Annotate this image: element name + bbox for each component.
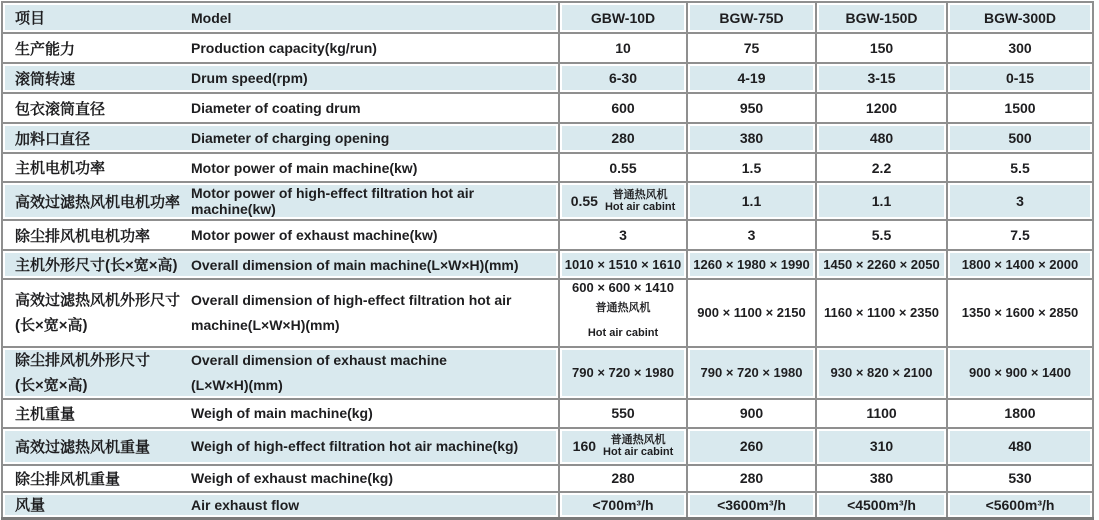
value-main: 160: [572, 438, 597, 455]
value-cell: 6-30: [559, 63, 687, 93]
value-cell-with-note: [559, 279, 687, 347]
value-cell: 1010 × 1510 × 1610: [559, 250, 687, 279]
row-label-zh: 包衣滚筒直径: [15, 100, 106, 118]
value-cell: 280: [559, 123, 687, 153]
value-cell: 790 × 720 × 1980: [559, 347, 687, 399]
row-label-cell: [2, 492, 559, 519]
value-cell: 0-15: [947, 63, 1093, 93]
row-label-en-line2: machine(L×W×H)(mm): [191, 316, 340, 333]
table-row: [2, 428, 1093, 465]
value-cell: 1500: [947, 93, 1093, 123]
value-cell: 10: [559, 33, 687, 63]
row-label-cell: [2, 220, 559, 250]
value-note: [605, 189, 675, 214]
value-cell-with-note: [559, 182, 687, 220]
column-header-model-4: BGW-300D: [947, 2, 1093, 33]
row-label-zh: 主机外形尺寸(长×宽×高): [15, 257, 178, 274]
table-row: [2, 93, 1093, 123]
table-row: [2, 399, 1093, 428]
header-label-en: Model: [191, 9, 232, 26]
row-label-en: Weigh of exhaust machine(kg): [191, 470, 393, 487]
value-cell: 380: [816, 465, 947, 492]
row-label-zh-line1: 除尘排风机外形尺寸: [15, 351, 151, 369]
row-label-en: [191, 348, 447, 398]
value-cell: 3: [559, 220, 687, 250]
column-header-model-3: BGW-150D: [816, 2, 947, 33]
row-label-zh: 主机电机功率: [15, 160, 106, 177]
row-label-zh-line2: (长×宽×高): [15, 376, 88, 394]
table-row: [2, 153, 1093, 182]
value-cell: 900 × 900 × 1400: [947, 347, 1093, 399]
value-cell: 2.2: [816, 153, 947, 182]
column-header-model-2: BGW-75D: [687, 2, 816, 33]
value-cell: 5.5: [947, 153, 1093, 182]
value-cell: 900 × 1100 × 2150: [687, 279, 816, 347]
row-label-cell: [2, 182, 559, 220]
row-label-cell: [2, 153, 559, 182]
row-label-en-line2: (L×W×H)(mm): [191, 376, 283, 393]
row-label-cell: [2, 63, 559, 93]
value-cell: 550: [559, 399, 687, 428]
table-row: [2, 465, 1093, 492]
value-cell: 930 × 820 × 2100: [816, 347, 947, 399]
value-cell: 4-19: [687, 63, 816, 93]
row-label-cell: [2, 399, 559, 428]
value-cell: 1200: [816, 93, 947, 123]
row-label-cell: [2, 93, 559, 123]
value-cell: 790 × 720 × 1980: [687, 347, 816, 399]
row-label-en: Drum speed(rpm): [191, 70, 308, 86]
spec-table: [1, 1, 1094, 520]
row-label-zh: 滚筒转速: [15, 70, 76, 88]
row-label-en-line1: Overall dimension of exhaust machine: [191, 351, 447, 368]
value-note-zh: 普通热风机: [612, 188, 668, 201]
value-note-en: Hot air cabint: [603, 446, 674, 459]
row-label-cell: [2, 347, 559, 399]
table-row: [2, 182, 1093, 220]
value-cell: 530: [947, 465, 1093, 492]
table-row: [2, 63, 1093, 93]
row-label-en-line1: Overall dimension of high-effect filtration hot air: [191, 291, 512, 308]
value-cell: <5600m³/h: [947, 492, 1093, 519]
row-label-en: Production capacity(kg/run): [191, 40, 377, 56]
row-label-en: Motor power of exhaust machine(kw): [191, 227, 438, 243]
value-cell: 300: [947, 33, 1093, 63]
row-label-cell: [2, 250, 559, 279]
value-main: 0.55: [570, 193, 598, 209]
value-note-en: Hot air cabint: [604, 201, 676, 213]
value-note: [603, 434, 673, 459]
row-label-cell: [2, 428, 559, 465]
value-cell: 1350 × 1600 × 2850: [947, 279, 1093, 347]
value-note-zh: 普通热风机: [595, 301, 651, 314]
table-row: [2, 123, 1093, 153]
value-cell: 260: [687, 428, 816, 465]
value-cell: 1.5: [687, 153, 816, 182]
value-cell: 5.5: [816, 220, 947, 250]
value-cell: 600: [559, 93, 687, 123]
row-label-zh: 除尘排风机重量: [15, 470, 121, 488]
row-label-en: Weigh of main machine(kg): [191, 405, 373, 422]
row-label-en: Motor power of main machine(kw): [191, 159, 418, 176]
row-label-en: Diameter of coating drum: [191, 100, 361, 116]
table-row: [2, 33, 1093, 63]
row-label-en: [191, 288, 511, 338]
column-header-model-1: GBW-10D: [559, 2, 687, 33]
value-cell: 900: [687, 399, 816, 428]
value-cell: 480: [816, 123, 947, 153]
row-label-cell: [2, 123, 559, 153]
row-label-zh: 生产能力: [15, 40, 76, 58]
row-label-en: Overall dimension of main machine(L×W×H)(mm): [191, 256, 519, 273]
value-cell: 950: [687, 93, 816, 123]
row-label-en: Air exhaust flow: [191, 496, 300, 513]
value-cell: 1800: [947, 399, 1093, 428]
value-cell: 1.1: [816, 182, 947, 220]
row-label-cell: [2, 279, 559, 347]
value-cell: <700m³/h: [559, 492, 687, 519]
value-cell: 75: [687, 33, 816, 63]
value-cell: 1.1: [687, 182, 816, 220]
value-cell-with-note: [559, 428, 687, 465]
row-label-zh-line1: 高效过滤热风机外形尺寸: [15, 291, 181, 309]
table-row: [2, 250, 1093, 279]
value-cell: <3600m³/h: [687, 492, 816, 519]
value-note-en: Hot air cabint: [587, 326, 659, 339]
page: [0, 1, 1099, 515]
value-cell: <4500m³/h: [816, 492, 947, 519]
value-cell: 1100: [816, 399, 947, 428]
header-row: [2, 2, 1093, 33]
value-cell: 500: [947, 123, 1093, 153]
table-row: [2, 279, 1093, 347]
value-cell: 310: [816, 428, 947, 465]
row-label-cell: [2, 465, 559, 492]
value-note-zh: 普通热风机: [610, 433, 666, 446]
row-label-en: Weigh of high-effect filtration hot air machine(kg): [191, 438, 519, 455]
table-row: [2, 492, 1093, 519]
header-label-zh: 项目: [15, 10, 46, 27]
value-cell: 1800 × 1400 × 2000: [947, 250, 1093, 279]
value-cell: 380: [687, 123, 816, 153]
row-label-en: Diameter of charging opening: [191, 130, 390, 146]
table-row: [2, 347, 1093, 399]
row-label-zh-line2: (长×宽×高): [15, 316, 88, 334]
header-label-cell: [2, 2, 559, 33]
value-cell: 280: [687, 465, 816, 492]
value-main: 600 × 600 × 1410: [572, 280, 674, 295]
value-cell: 0.55: [559, 153, 687, 182]
value-cell: 280: [559, 465, 687, 492]
value-cell: 1450 × 2260 × 2050: [816, 250, 947, 279]
row-label-en: Motor power of high-effect filtration hot air machine(kw): [191, 185, 475, 217]
row-label-zh: [15, 348, 191, 398]
row-label-zh: 加料口直径: [15, 130, 91, 148]
value-cell: 480: [947, 428, 1093, 465]
row-label-zh: 高效过滤热风机重量: [15, 438, 151, 456]
value-cell: 150: [816, 33, 947, 63]
value-cell: 7.5: [947, 220, 1093, 250]
value-cell: 1160 × 1100 × 2350: [816, 279, 947, 347]
value-cell: 3: [947, 182, 1093, 220]
row-label-zh: 主机重量: [15, 405, 76, 423]
value-cell: 3-15: [816, 63, 947, 93]
table-row: [2, 220, 1093, 250]
row-label-cell: [2, 33, 559, 63]
value-cell: 1260 × 1980 × 1990: [687, 250, 816, 279]
row-label-zh: [15, 288, 191, 338]
row-label-zh: 高效过滤热风机电机功率: [15, 193, 181, 211]
value-cell: 3: [687, 220, 816, 250]
row-label-zh: 除尘排风机电机功率: [15, 227, 151, 245]
row-label-zh: 风量: [15, 497, 46, 515]
